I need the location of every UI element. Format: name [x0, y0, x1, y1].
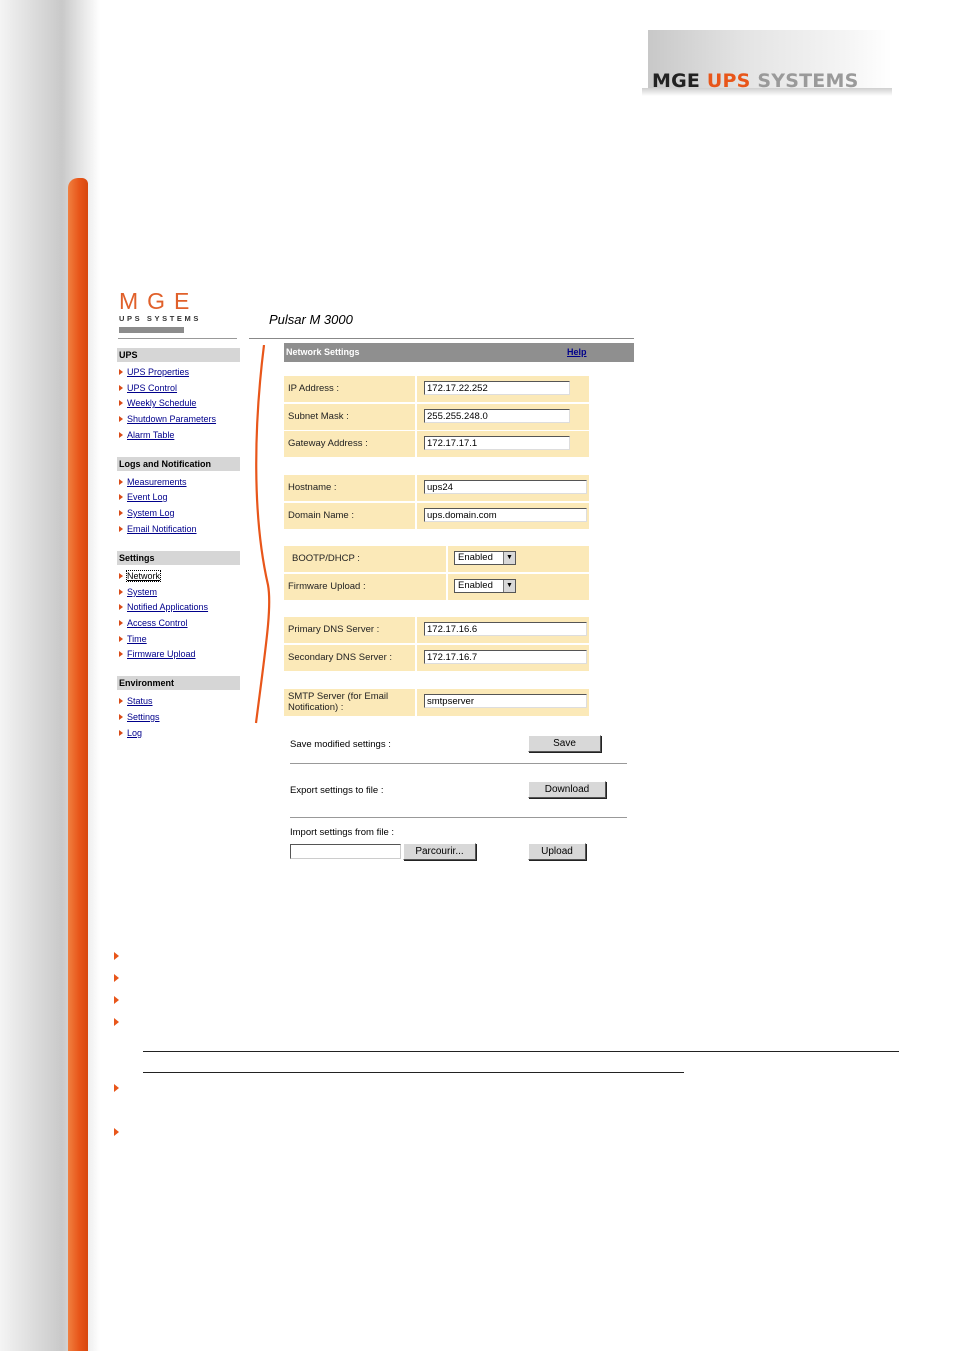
- bullet-icon: [114, 1018, 119, 1026]
- sidebar-item-network[interactable]: Network: [119, 571, 160, 582]
- nav-section-logs: Logs and Notification: [117, 457, 240, 471]
- download-button[interactable]: Download: [528, 781, 606, 798]
- browse-button[interactable]: Parcourir...: [403, 843, 476, 860]
- sidebar-item-time[interactable]: Time: [119, 634, 147, 645]
- upload-button[interactable]: Upload: [528, 843, 586, 860]
- help-link[interactable]: Help: [567, 347, 587, 357]
- hostname-input[interactable]: [424, 480, 587, 494]
- secondary-dns-label: Secondary DNS Server :: [288, 652, 393, 663]
- arrow-icon: [119, 494, 123, 500]
- subnet-mask-row: [284, 404, 589, 430]
- subnet-mask-label: Subnet Mask :: [288, 411, 349, 422]
- save-settings-label: Save modified settings :: [290, 739, 391, 750]
- firmware-upload-row: [284, 574, 589, 600]
- secondary-dns-row: [284, 645, 589, 671]
- sidebar-item-shutdown-parameters[interactable]: Shutdown Parameters: [119, 414, 216, 425]
- domain-name-row: [284, 503, 589, 529]
- sidebar-item-ups-properties[interactable]: UPS Properties: [119, 367, 189, 378]
- arrow-icon: [119, 400, 123, 406]
- logo-divider: [118, 338, 237, 339]
- arrow-icon: [119, 369, 123, 375]
- arrow-icon: [119, 698, 123, 704]
- firmware-upload-label: Firmware Upload :: [288, 581, 366, 592]
- arrow-icon: [119, 589, 123, 595]
- arrow-icon: [119, 385, 123, 391]
- header-divider: [249, 338, 634, 339]
- ip-address-row: [284, 376, 589, 402]
- bullet-icon: [114, 1084, 119, 1092]
- primary-dns-input[interactable]: [424, 622, 587, 636]
- sidebar-item-env-status[interactable]: Status: [119, 696, 153, 707]
- logo-text-mge: MGE: [652, 70, 701, 92]
- bootp-dhcp-value: Enabled: [458, 552, 493, 563]
- file-path-input[interactable]: [290, 844, 401, 859]
- bootp-dhcp-row: [284, 546, 589, 572]
- hostname-label: Hostname :: [288, 482, 337, 493]
- orange-side-stripe: [68, 178, 88, 1351]
- domain-name-input[interactable]: [424, 508, 587, 522]
- sidebar-item-notified-applications[interactable]: Notified Applications: [119, 602, 208, 613]
- bootp-dhcp-select[interactable]: [454, 551, 516, 565]
- panel-title: Network Settings: [286, 347, 360, 357]
- gateway-address-input[interactable]: [424, 436, 570, 450]
- product-title: Pulsar M 3000: [269, 312, 353, 327]
- orange-swoosh-decoration: [252, 345, 274, 725]
- bullet-icon: [114, 952, 119, 960]
- arrow-icon: [119, 432, 123, 438]
- smtp-server-input[interactable]: [424, 694, 587, 708]
- underline-rule: [143, 1051, 899, 1052]
- nav-section-settings: Settings: [117, 551, 240, 565]
- arrow-icon: [119, 573, 123, 579]
- sidebar-item-weekly-schedule[interactable]: Weekly Schedule: [119, 398, 196, 409]
- arrow-icon: [119, 416, 123, 422]
- top-brand-logo: [652, 70, 858, 92]
- logo-small-text: UPS SYSTEMS: [119, 314, 201, 323]
- export-settings-label: Export settings to file :: [290, 785, 384, 796]
- divider: [290, 817, 627, 818]
- arrow-icon: [119, 604, 123, 610]
- divider: [290, 763, 627, 764]
- hostname-row: [284, 475, 589, 501]
- sidebar-item-access-control[interactable]: Access Control: [119, 618, 188, 629]
- logo-text-systems: SYSTEMS: [757, 70, 859, 92]
- arrow-icon: [119, 620, 123, 626]
- logo-bar: [119, 327, 184, 333]
- arrow-icon: [119, 510, 123, 516]
- sidebar-item-alarm-table[interactable]: Alarm Table: [119, 430, 174, 441]
- gateway-address-row: [284, 431, 589, 457]
- sidebar-item-env-log[interactable]: Log: [119, 728, 142, 739]
- sidebar-item-measurements[interactable]: Measurements: [119, 477, 187, 488]
- arrow-icon: [119, 479, 123, 485]
- arrow-icon: [119, 730, 123, 736]
- screen-brand-logo: [119, 290, 201, 333]
- logo-text-ups: UPS: [706, 70, 751, 92]
- underline-rule: [143, 1072, 684, 1073]
- arrow-icon: [119, 714, 123, 720]
- arrow-icon: [119, 651, 123, 657]
- sidebar-item-firmware-upload[interactable]: Firmware Upload: [119, 649, 196, 660]
- bullet-icon: [114, 1128, 119, 1136]
- primary-dns-label: Primary DNS Server :: [288, 624, 380, 635]
- arrow-icon: [119, 526, 123, 532]
- bullet-icon: [114, 996, 119, 1004]
- smtp-server-label: SMTP Server (for Email Notification) :: [288, 691, 389, 713]
- sidebar-item-system-log[interactable]: System Log: [119, 508, 175, 519]
- bootp-dhcp-label: BOOTP/DHCP :: [292, 553, 360, 564]
- import-settings-label: Import settings from file :: [290, 827, 395, 838]
- nav-section-environment: Environment: [117, 676, 240, 690]
- nav-section-ups: UPS: [117, 348, 240, 362]
- sidebar-item-email-notification[interactable]: Email Notification: [119, 524, 197, 535]
- logo-big-text: MGE: [119, 288, 199, 314]
- sidebar-item-env-settings[interactable]: Settings: [119, 712, 160, 723]
- gateway-address-label: Gateway Address :: [288, 438, 368, 449]
- ip-address-input[interactable]: [424, 381, 570, 395]
- domain-name-label: Domain Name :: [288, 510, 354, 521]
- chevron-down-icon[interactable]: ▼: [503, 552, 515, 564]
- secondary-dns-input[interactable]: [424, 650, 587, 664]
- subnet-mask-input[interactable]: [424, 409, 570, 423]
- firmware-upload-value: Enabled: [458, 580, 493, 591]
- chevron-down-icon[interactable]: ▼: [503, 580, 515, 592]
- ip-address-label: IP Address :: [288, 383, 340, 394]
- firmware-upload-select[interactable]: [454, 579, 516, 593]
- smtp-server-row: [284, 689, 589, 716]
- arrow-icon: [119, 636, 123, 642]
- sidebar-item-system[interactable]: System: [119, 587, 157, 598]
- save-button[interactable]: Save: [528, 735, 601, 752]
- bullet-icon: [114, 974, 119, 982]
- sidebar-item-event-log[interactable]: Event Log: [119, 492, 168, 503]
- sidebar-item-ups-control[interactable]: UPS Control: [119, 383, 177, 394]
- primary-dns-row: [284, 617, 589, 643]
